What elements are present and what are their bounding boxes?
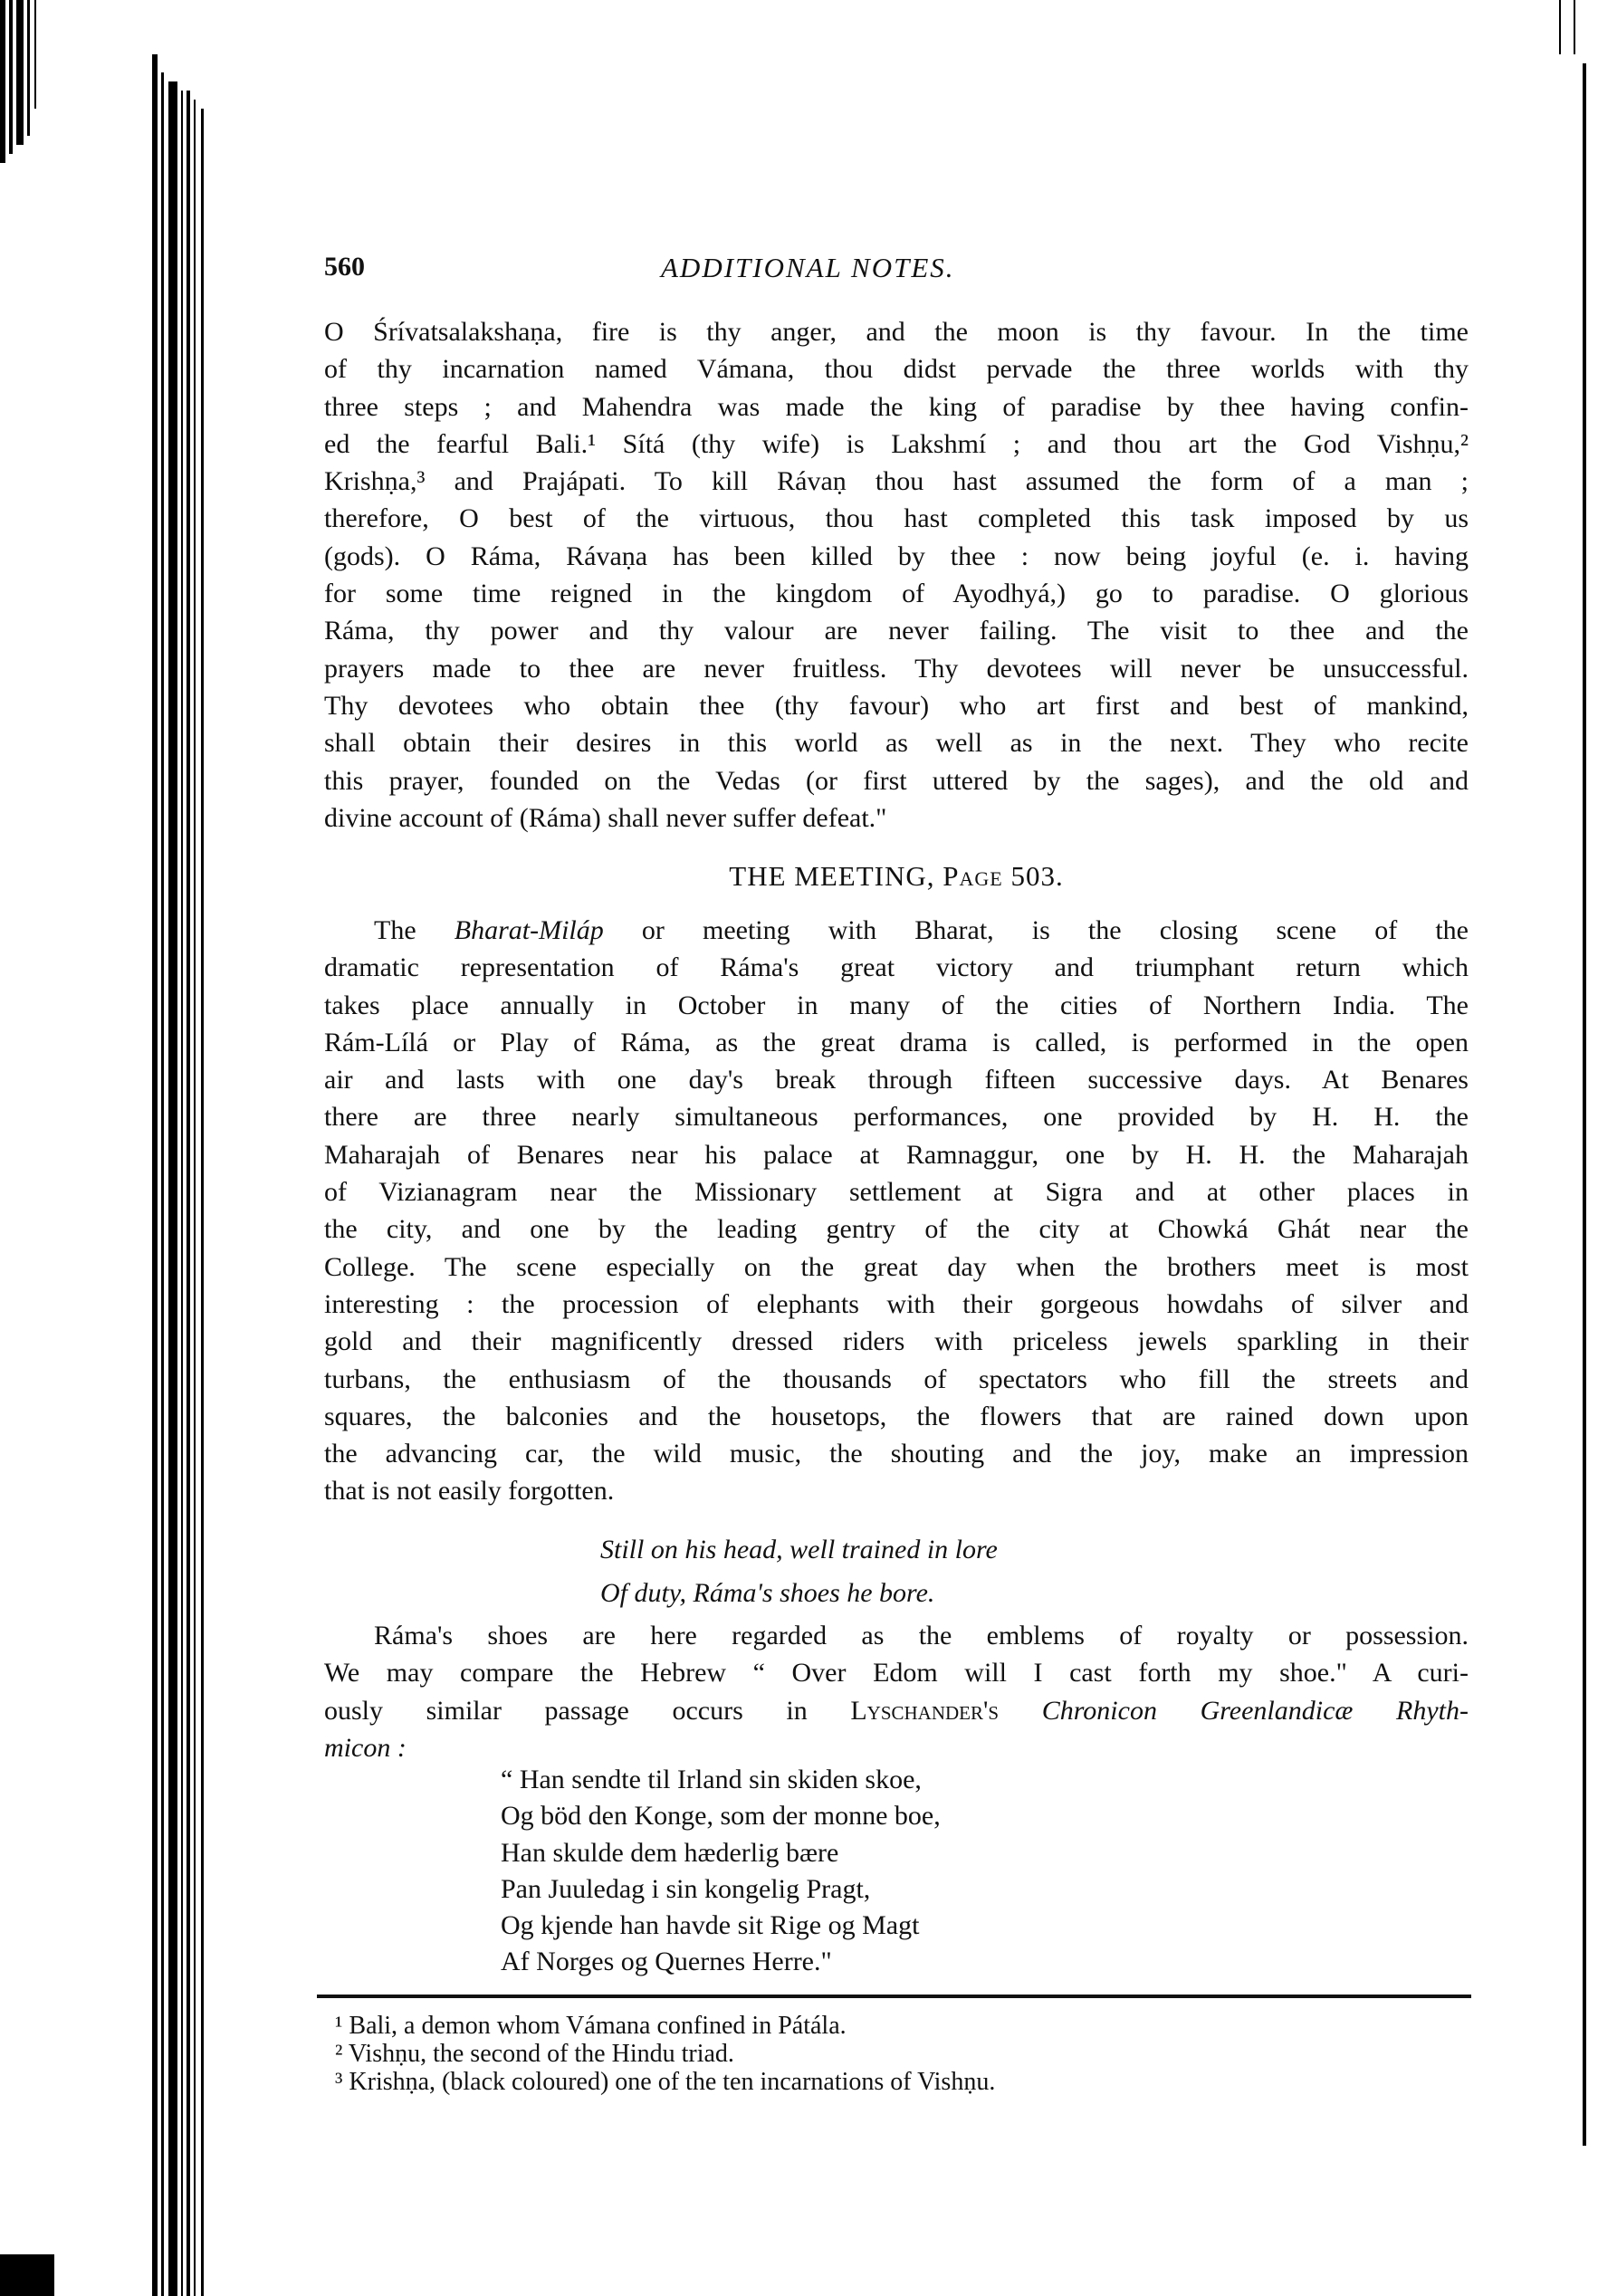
- text-line: [324, 1472, 1469, 1509]
- text-segment: of thy incarnation named Vámana, thou didst pervade the three worlds with thy: [324, 354, 1469, 385]
- text-line: [324, 1286, 1469, 1323]
- text-line: [324, 1398, 1469, 1435]
- text-line: [324, 388, 1469, 426]
- text-line: [324, 987, 1469, 1024]
- text-line: [324, 1173, 1469, 1210]
- text-line: [324, 1210, 1469, 1248]
- text-segment: ed the fearful Bali.¹ Sítá (thy wife) is Lakshmí ; and thou art the God Vishṇu,²: [324, 428, 1469, 459]
- text-segment: that is not easily forgotten.: [324, 1476, 615, 1507]
- verse-line: Han skulde dem hæderlig bære: [501, 1837, 839, 1868]
- text-segment: Krishṇa,³ and Prajápati. To kill Rávaṇ thou hast assumed the form of a man ;: [324, 466, 1469, 497]
- verse-line: “ Han sendte til Irland sin skiden skoe,: [501, 1765, 922, 1794]
- text-line: [324, 1435, 1469, 1472]
- text-segment: (gods). O Ráma, Rávaṇa has been killed by thee : now being joyful (e. i. having: [324, 541, 1469, 571]
- text-segment: [999, 1696, 1042, 1726]
- text-segment: there are three nearly simultaneous performances, one provided by H. H. the: [324, 1102, 1469, 1133]
- meeting-paragraph: [324, 912, 1469, 1510]
- text-segment: squares, the balconies and the housetops, the flowers that are rained down upon: [324, 1401, 1469, 1431]
- footnote: ¹ Bali, a demon whom Vámana confined in Pátála.: [335, 2012, 847, 2040]
- text-segment: this prayer, founded on the Vedas (or first uttered by the sages), and the old and: [324, 765, 1469, 796]
- text-segment: Thy devotees who obtain thee (thy favour) who art first and best of mankind,: [324, 690, 1469, 721]
- footnote: ³ Krishṇa, (black coloured) one of the ten incarnations of Vishṇu.: [335, 2068, 996, 2096]
- text-segment: the advancing car, the wild music, the shouting and the joy, make an impression: [324, 1439, 1469, 1469]
- text-segment: gold and their magnificently dressed riders with priceless jewels sparkling in their: [324, 1326, 1469, 1357]
- verse-line: Og böd den Konge, som der monne boe,: [501, 1801, 941, 1832]
- heading-page-number: 503.: [1002, 860, 1064, 892]
- text-segment: air and lasts with one day's break through fifteen successive days. At Benares: [324, 1065, 1469, 1095]
- text-line: [324, 650, 1469, 687]
- text-line: [324, 1654, 1469, 1691]
- text-line: [324, 1361, 1469, 1398]
- text-segment: Ráma, thy power and thy valour are never failing. The visit to thee and the: [324, 616, 1469, 646]
- text-line: [324, 1098, 1469, 1135]
- footnote-rule: [317, 1995, 1471, 1998]
- text-line: [324, 1024, 1469, 1061]
- text-segment: divine account of (Ráma) shall never suffer defeat.": [324, 802, 887, 833]
- text-segment: dramatic representation of Ráma's great victory and triumphant return which: [324, 952, 1469, 983]
- text-line: [324, 1136, 1469, 1173]
- text-line: [324, 500, 1469, 537]
- text-segment: therefore, O best of the virtuous, thou hast completed this task imposed by us: [324, 503, 1469, 534]
- page-number: 560: [324, 252, 365, 282]
- text-line: [324, 1692, 1469, 1729]
- text-segment: turbans, the enthusiasm of the thousands of spectators who fill the streets and: [324, 1363, 1469, 1394]
- text-segment: The: [374, 915, 455, 945]
- shoes-paragraph: [324, 1617, 1469, 1766]
- text-segment: Maharajah of Benares near his palace at Ramnaggur, one by H. H. the Maharajah: [324, 1139, 1469, 1170]
- text-segment: Rám-Lílá or Play of Ráma, as the great drama is called, is performed in the open: [324, 1027, 1469, 1057]
- text-line: [324, 426, 1469, 463]
- text-segment: interesting : the procession of elephants with their gorgeous howdahs of silver and: [324, 1288, 1469, 1319]
- text-segment: Ráma's shoes are here regarded as the emblems of royalty or possession.: [374, 1621, 1469, 1650]
- section-heading: [324, 860, 1469, 893]
- text-line: [324, 538, 1469, 575]
- text-segment: prayers made to thee are never fruitless. Thy devotees will never be unsuccessful.: [324, 653, 1469, 684]
- text-line: [324, 687, 1469, 724]
- text-line: [324, 1729, 1469, 1766]
- prayer-paragraph: [324, 313, 1469, 837]
- text-line: [324, 912, 1469, 949]
- text-segment: for some time reigned in the kingdom of Ayodhyá,) go to paradise. O glorious: [324, 579, 1469, 609]
- english-verse: [600, 1528, 998, 1615]
- verse-line: Of duty, Ráma's shoes he bore.: [600, 1578, 935, 1608]
- text-line: [324, 949, 1469, 986]
- text-segment: Chronicon Greenlandicæ Rhyth-: [1041, 1695, 1469, 1726]
- text-segment: Lyschander's: [850, 1695, 1000, 1726]
- text-segment: the city, and one by the leading gentry of the city at Chowká Ghát near the: [324, 1214, 1469, 1245]
- text-segment: or meeting with Bharat, is the closing scene of the: [603, 915, 1469, 945]
- verse-line: Pan Juuledag i sin kongelig Pragt,: [501, 1873, 871, 1904]
- text-line: [324, 612, 1469, 649]
- text-segment: shall obtain their desires in this world as well as in the next. They who recite: [324, 728, 1469, 759]
- text-line: [324, 1248, 1469, 1286]
- danish-verse: [501, 1762, 941, 1981]
- text-line: [324, 1617, 1469, 1654]
- text-segment: Bharat-Miláp: [454, 915, 604, 945]
- text-segment: of Vizianagram near the Missionary settlement at Sigra and at other places in: [324, 1177, 1469, 1208]
- verse-line: Og kjende han havde sit Rige og Magt: [501, 1910, 920, 1941]
- verse-line: Af Norges og Quernes Herre.": [501, 1947, 832, 1977]
- heading-page-word: Page: [943, 860, 1003, 892]
- text-line: [324, 313, 1469, 350]
- footnotes: [335, 2012, 995, 2096]
- text-line: [324, 463, 1469, 500]
- text-segment: ously similar passage occurs in: [324, 1695, 851, 1726]
- text-line: [324, 575, 1469, 612]
- text-line: [324, 1061, 1469, 1098]
- running-head: ADDITIONAL NOTES.: [661, 252, 955, 283]
- text-line: [324, 799, 1469, 837]
- text-segment: takes place annually in October in many of the cities of Northern India. The: [324, 990, 1469, 1020]
- verse-line: Still on his head, well trained in lore: [600, 1535, 998, 1564]
- text-line: [324, 350, 1469, 387]
- text-line: [324, 1323, 1469, 1360]
- text-segment: We may compare the Hebrew “ Over Edom will I cast forth my shoe." A curi-: [324, 1658, 1469, 1689]
- text-segment: micon :: [324, 1732, 407, 1763]
- text-line: [324, 762, 1469, 799]
- text-line: [324, 724, 1469, 761]
- footnote: ² Vishṇu, the second of the Hindu triad.: [335, 2040, 734, 2068]
- heading-title: THE MEETING,: [729, 860, 943, 892]
- text-segment: College. The scene especially on the great day when the brothers meet is most: [324, 1251, 1469, 1282]
- text-segment: O Śrívatsalakshaṇa, fire is thy anger, and the moon is thy favour. In the time: [324, 317, 1469, 347]
- text-segment: three steps ; and Mahendra was made the king of paradise by thee having confin-: [324, 391, 1469, 422]
